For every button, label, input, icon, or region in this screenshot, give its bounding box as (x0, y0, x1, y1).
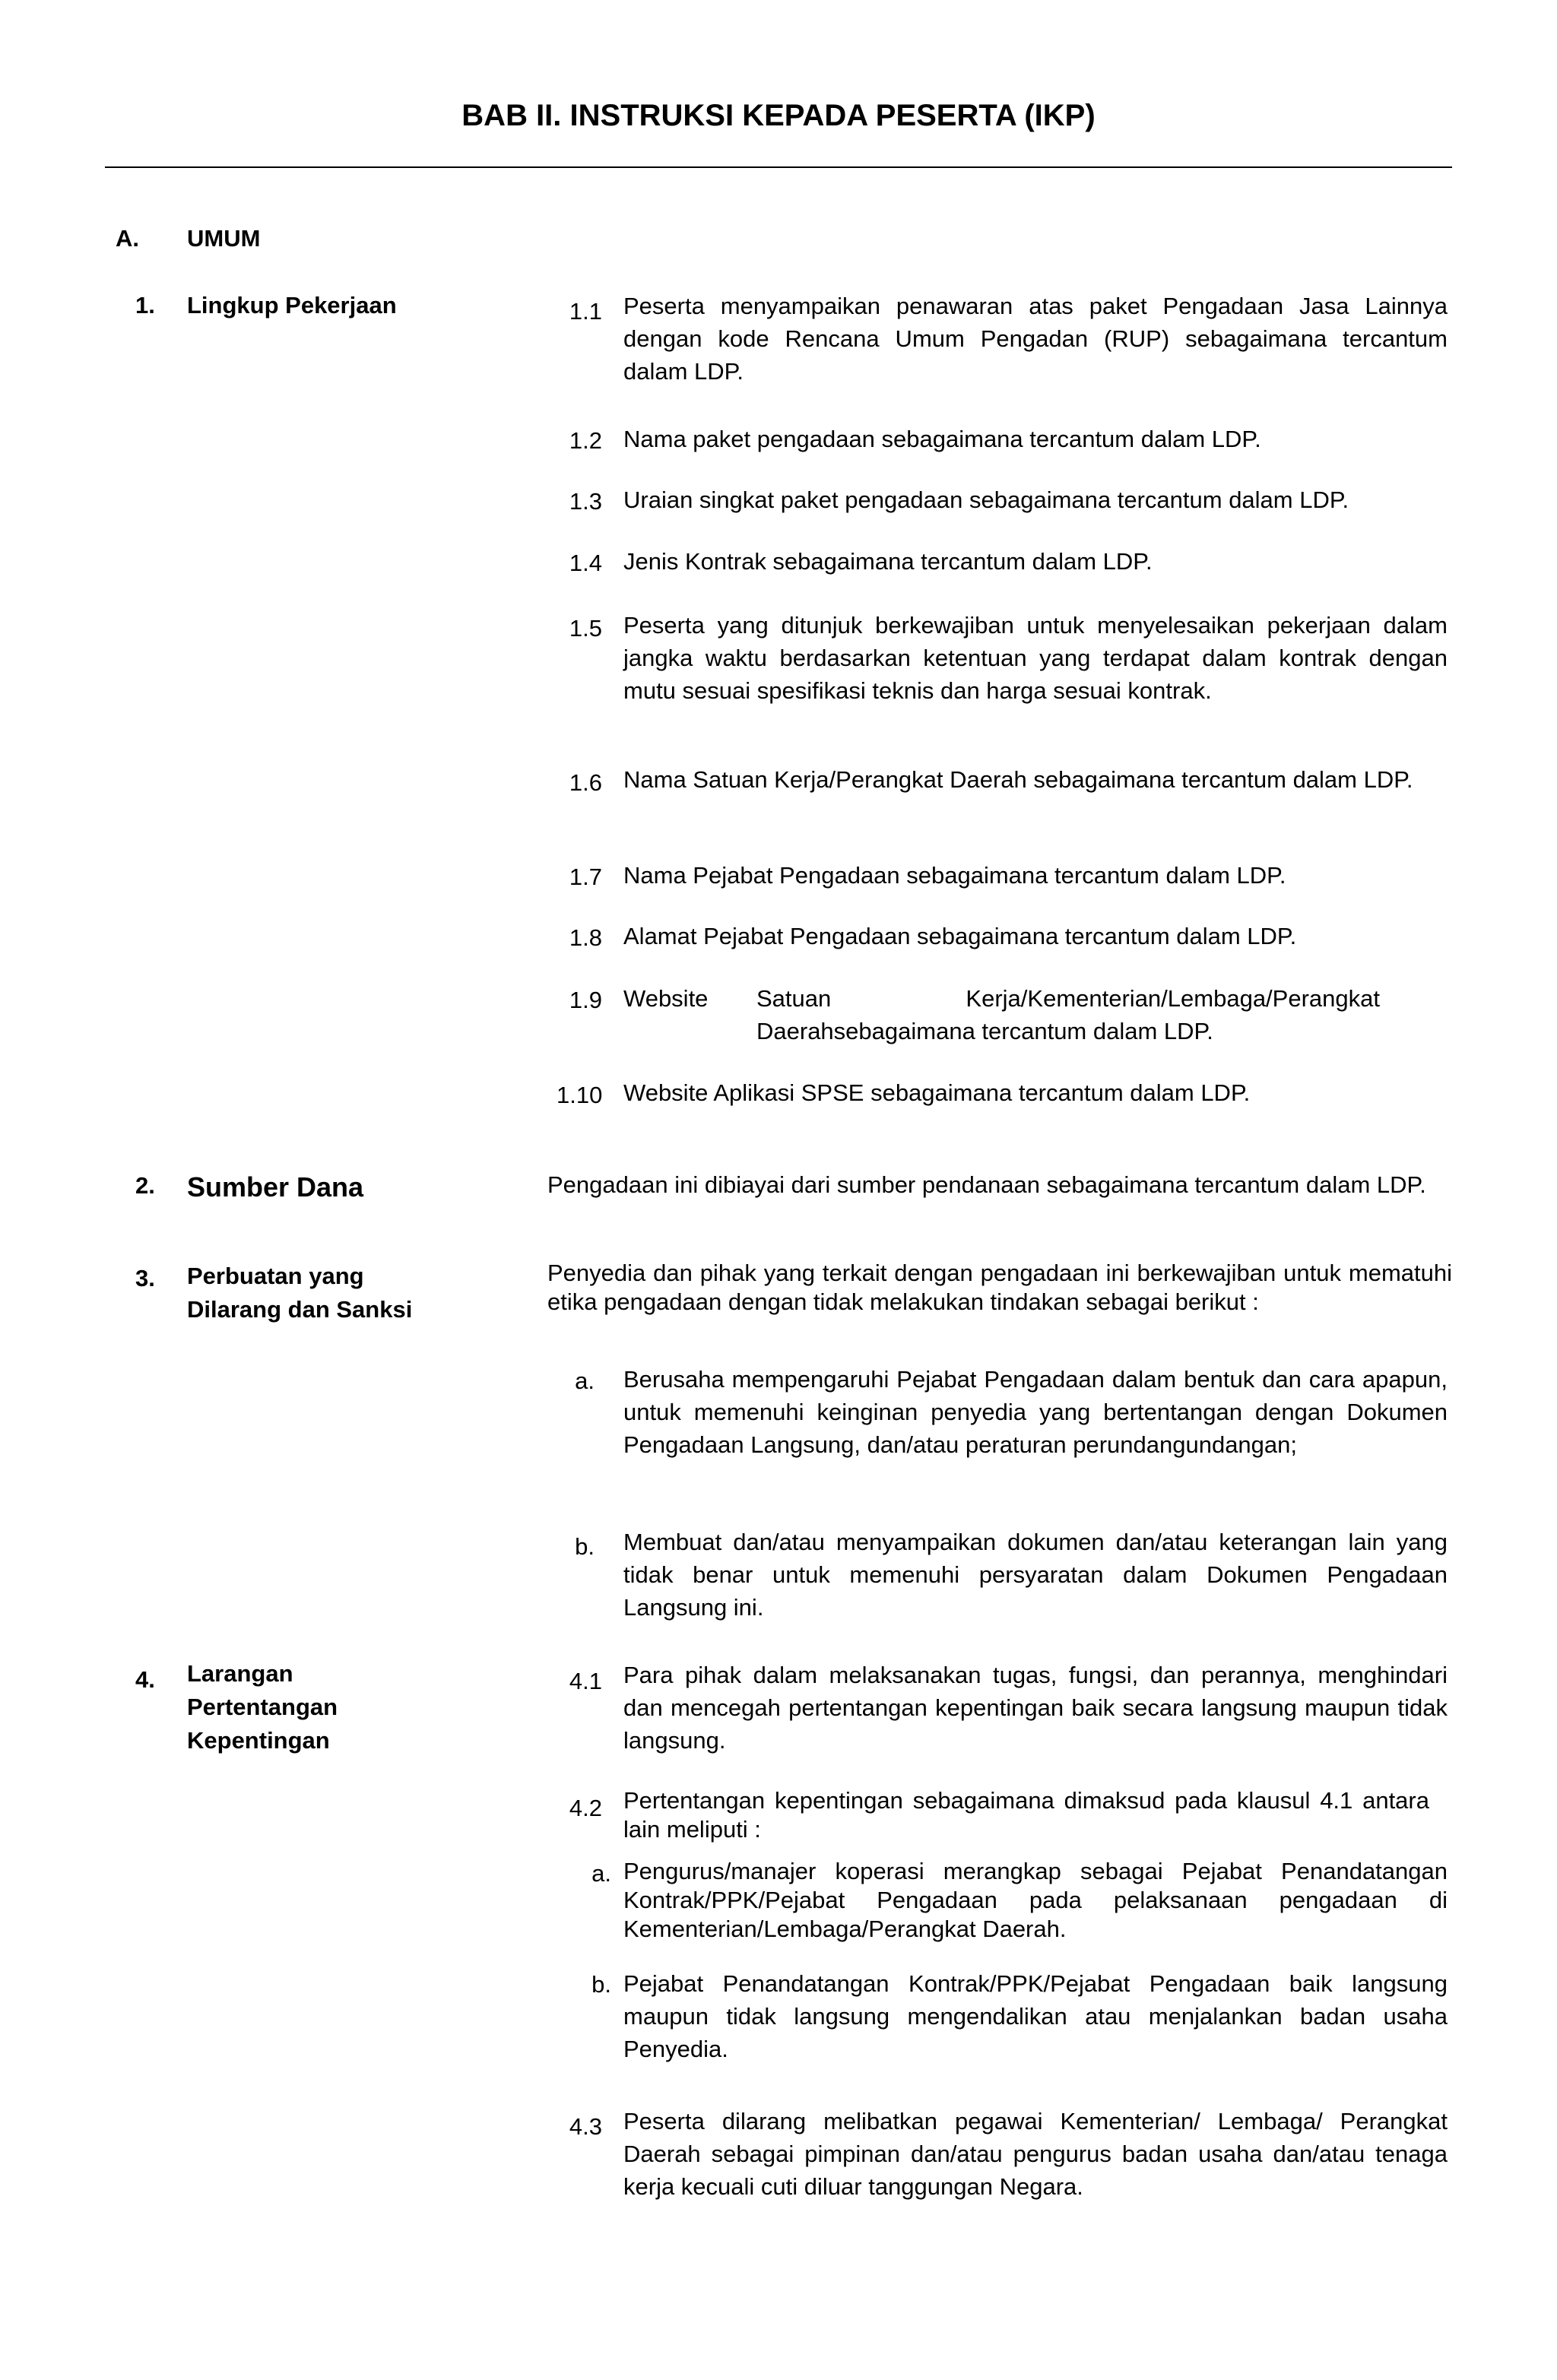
item-1-5-number: 1.5 (569, 615, 602, 642)
item-4-2-text: Pertentangan kepentingan sebagaimana dimaksud pada klausul 4.1 antara lain meliputi : (623, 1787, 1429, 1843)
clause-2-label: Sumber Dana (187, 1171, 364, 1203)
item-4-3-number: 4.3 (569, 2113, 602, 2140)
item-3-b-number: b. (575, 1533, 595, 1560)
clause-2-number: 2. (135, 1172, 155, 1199)
item-1-6-text: Nama Satuan Kerja/Perangkat Daerah sebagaimana tercantum dalam LDP. (623, 766, 1413, 793)
clause-3-number: 3. (135, 1265, 155, 1291)
item-1-4-text: Jenis Kontrak sebagaimana tercantum dalam LDP. (623, 548, 1153, 575)
item-3-a-text: Berusaha mempengaruhi Pejabat Pengadaan dalam bentuk dan cara apapun, untuk memenuhi keinginan penyedia yang bertentangan dengan Dokumen Pengadaan Langsung, dan/atau peraturan perundangundangan; (623, 1366, 1448, 1458)
section-heading: UMUM (187, 225, 261, 252)
item-1-3-number: 1.3 (569, 488, 602, 515)
item-1-9-text-line-1: Satuan Kerja/Kementerian/Lembaga/Perangkat (756, 985, 1380, 1012)
clause-4-number: 4. (135, 1666, 155, 1693)
item-4-2-b-number: b. (591, 1971, 611, 1998)
page-title: BAB II. INSTRUKSI KEPADA PESERTA (IKP) (461, 99, 1096, 132)
item-1-8-text: Alamat Pejabat Pengadaan sebagaimana tercantum dalam LDP. (623, 923, 1297, 949)
item-1-4-number: 1.4 (569, 550, 602, 576)
clause-1-number: 1. (135, 292, 155, 318)
item-4-2-a-number: a. (591, 1860, 611, 1887)
item-1-9-text-line-2: Daerahsebagaimana tercantum dalam LDP. (756, 1018, 1213, 1044)
item-1-2-number: 1.2 (569, 427, 602, 454)
item-1-9-number: 1.9 (569, 987, 602, 1013)
item-1-2-text: Nama paket pengadaan sebagaimana tercantum dalam LDP. (623, 426, 1261, 452)
title-divider (105, 166, 1452, 168)
item-4-2-number: 4.2 (569, 1795, 602, 1821)
item-4-2-b-text: Pejabat Penandatangan Kontrak/PPK/Pejabat Pengadaan baik langsung maupun tidak langsung mengendalikan atau menjalankan badan usaha Penyedia. (623, 1970, 1448, 2062)
item-1-7-text: Nama Pejabat Pengadaan sebagaimana tercantum dalam LDP. (623, 862, 1286, 889)
item-3-b-text: Membuat dan/atau menyampaikan dokumen dan/atau keterangan lain yang tidak benar untuk memenuhi persyaratan dalam Dokumen Pengadaan Langsung ini. (623, 1529, 1448, 1621)
clause-3-label: Perbuatan yang Dilarang dan Sanksi (187, 1263, 413, 1323)
item-4-2-a-text: Pengurus/manajer koperasi merangkap sebagai Pejabat Penandatangan Kontrak/PPK/Pejabat Pengadaan pada pelaksanaan pengadaan di Kementerian/Lembaga/Perangkat Daerah. (623, 1858, 1448, 1942)
item-1-8-number: 1.8 (569, 924, 602, 951)
item-1-10-text: Website Aplikasi SPSE sebagaimana tercantum dalam LDP. (623, 1079, 1251, 1106)
item-3-a-number: a. (575, 1367, 595, 1394)
item-1-5-text: Peserta yang ditunjuk berkewajiban untuk menyelesaikan pekerjaan dalam jangka waktu berdasarkan ketentuan yang terdapat dalam kontrak dengan mutu sesuai spesifikasi teknis dan harga sesuai kontrak. (623, 612, 1448, 704)
item-1-3-text: Uraian singkat paket pengadaan sebagaimana tercantum dalam LDP. (623, 486, 1349, 513)
item-1-6-number: 1.6 (569, 769, 602, 796)
item-1-9-website-word: Website (623, 985, 709, 1012)
item-1-7-number: 1.7 (569, 864, 602, 890)
item-4-3-text: Peserta dilarang melibatkan pegawai Kementerian/ Lembaga/ Perangkat Daerah sebagai pimpinan dan/atau pengurus badan usaha dan/atau tenaga kerja kecuali cuti diluar tanggungan Negara. (623, 2108, 1448, 2200)
item-1-1-number: 1.1 (569, 298, 602, 325)
clause-2-text: Pengadaan ini dibiayai dari sumber pendanaan sebagaimana tercantum dalam LDP. (547, 1171, 1426, 1198)
item-1-1-text: Peserta menyampaikan penawaran atas paket Pengadaan Jasa Lainnya dengan kode Rencana Umum Pengadan (RUP) sebagaimana tercantum dalam LDP. (623, 293, 1448, 385)
section-letter: A. (116, 225, 139, 252)
clause-3-intro: Penyedia dan pihak yang terkait dengan pengadaan ini berkewajiban untuk mematuhi etika pengadaan dengan tidak melakukan tindakan sebagai berikut : (547, 1260, 1452, 1315)
item-4-1-text: Para pihak dalam melaksanakan tugas, fungsi, dan perannya, menghindari dan mencegah pertentangan kepentingan baik secara langsung maupun tidak langsung. (623, 1662, 1448, 1754)
clause-1-label: Lingkup Pekerjaan (187, 292, 397, 318)
clause-4-label: Larangan Pertentangan Kepentingan (187, 1660, 338, 1754)
item-4-1-number: 4.1 (569, 1668, 602, 1694)
item-1-10-number: 1.10 (557, 1082, 603, 1108)
